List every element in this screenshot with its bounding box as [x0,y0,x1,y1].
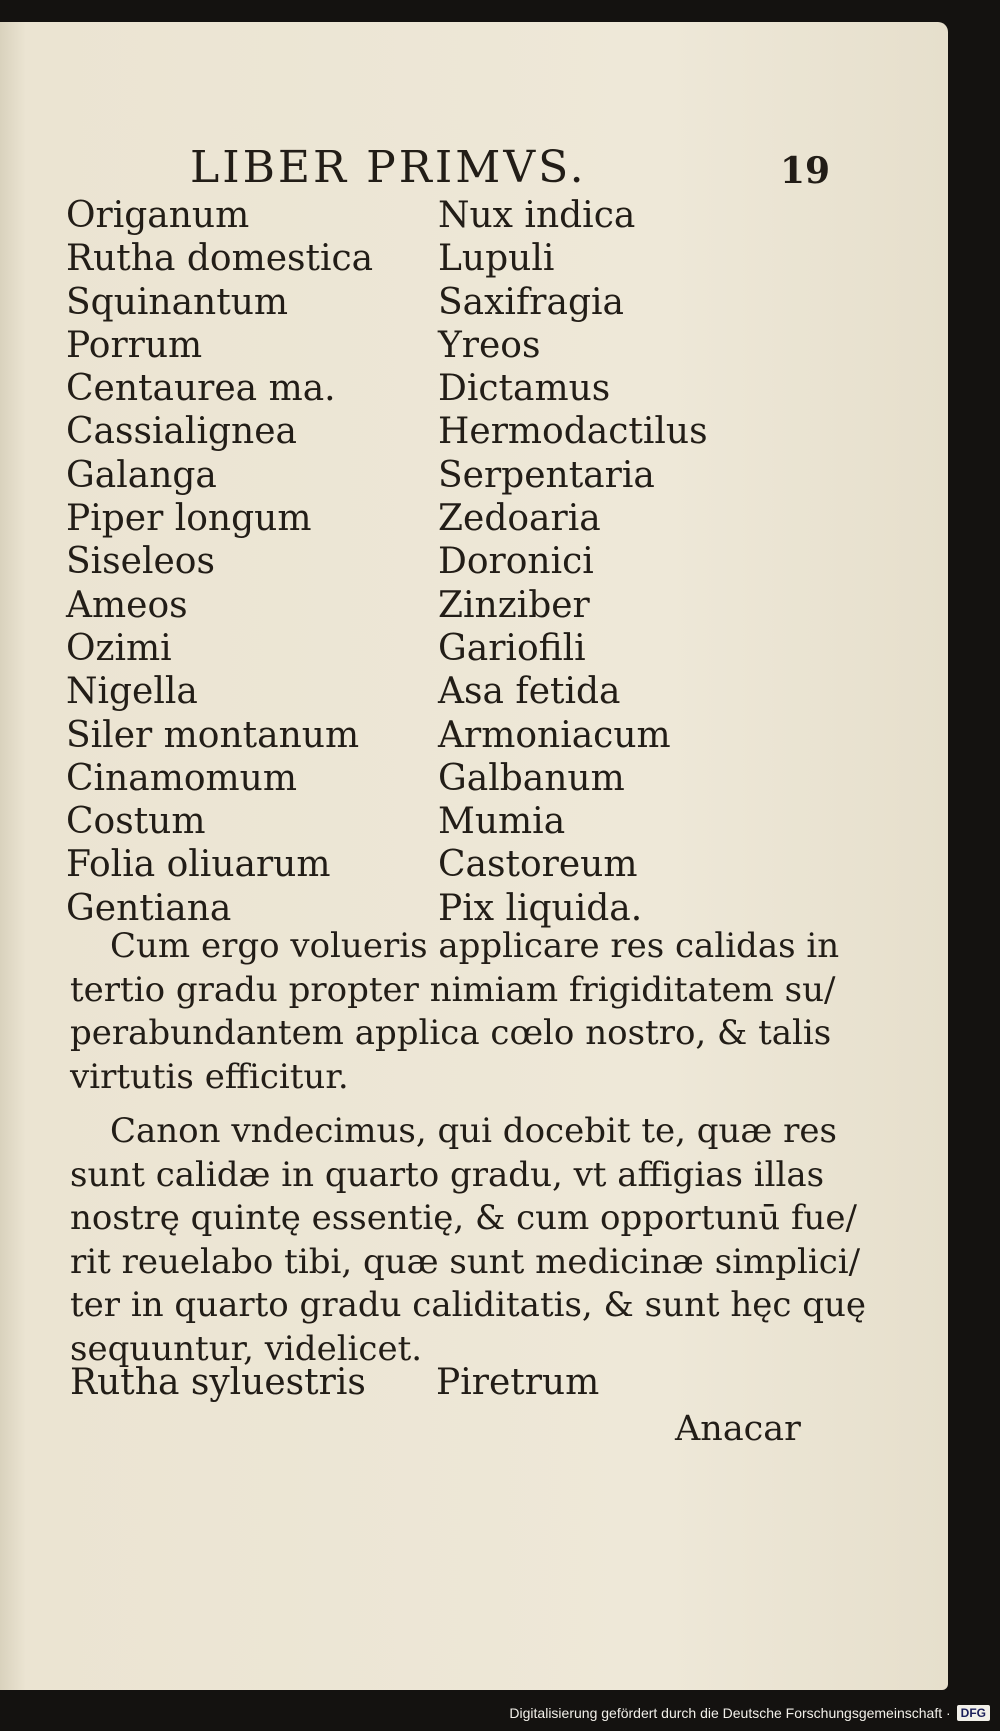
text-line: sequuntur, videlicet. [70,1328,423,1369]
list-item: Siler montanum [66,714,360,756]
text-line: Cum ergo volueris applicare res calidas in [110,926,840,966]
list-item: Folia oliuarum [66,844,331,886]
list-item: Zinziber [438,584,590,626]
ingredient-list-right [438,194,858,930]
list-item: Centaurea ma. [66,368,336,410]
list-item: Ameos [66,584,188,626]
text-line: Canon vndecimus, qui docebit te, quæ res [110,1111,837,1151]
list-item: Gentiana [66,887,232,929]
text-line: ter in quarto gradu caliditatis, & sunt hęc quę [70,1285,866,1325]
list-item: Galbanum [438,757,625,799]
list-item: Serpentaria [438,454,655,496]
list-item: Doronici [438,541,594,583]
list-item: Rutha domestica [66,238,374,280]
text-line: tertio gradu propter nimiam frigiditatem su/ [70,969,836,1010]
list-item: Castoreum [438,844,638,886]
text-line: rit reuelabo tibi, quæ sunt medicinæ simplici/ [70,1241,861,1282]
list-item: Piretrum [436,1362,600,1403]
list-item: Hermodactilus [438,411,708,453]
page-number: 19 [780,150,831,192]
list-item: Lupuli [438,238,555,280]
list-item: Yreos [438,324,541,366]
list-item: Dictamus [438,368,611,410]
dfg-logo-icon: DFG [957,1705,990,1721]
text-line: nostrę quintę essentię, & cum opportunū fue/ [70,1198,857,1238]
list-item: Nux indica [438,195,636,236]
book-page [0,22,948,1690]
list-item: Galanga [66,454,217,496]
list-item: Ozimi [66,627,172,669]
list-item: Squinantum [66,281,289,323]
list-item: Porrum [66,324,203,366]
list-item: Cassialignea [66,411,297,453]
credit-text: Digitalisierung gefördert durch die Deutsche Forschungsgemeinschaft · [509,1705,951,1721]
catchword: Anacar [675,1409,801,1449]
paragraph-calidas-tertio [70,925,840,1099]
list-item: Armoniacum [438,714,671,756]
list-item: Mumia [438,801,566,843]
list-item: Asa fetida [438,671,621,713]
list-item: Zedoaria [438,498,601,540]
list-item: Origanum [66,195,250,236]
text-line: sunt calidæ in quarto gradu, vt affigias illas [70,1154,825,1195]
running-header [190,142,910,198]
list-item: Saxifragia [438,281,624,323]
list-item: Cinamomum [66,757,297,799]
text-line: perabundantem applica cœlo nostro, & talis [70,1013,832,1053]
list-item: Rutha syluestris [70,1362,366,1403]
digitization-credit [509,1700,990,1726]
paragraph-canon-vndecimus [70,1110,866,1371]
running-title: LIBER PRIMVS. [190,142,587,193]
text-line: virtutis efficitur. [70,1056,349,1097]
list-item: Piper longum [66,498,312,540]
list-item: Pix liquida. [438,887,643,929]
ingredient-list-left [66,194,426,930]
list-item: Siseleos [66,541,215,583]
list-item: Nigella [66,671,198,713]
list-item: Costum [66,801,206,843]
list-item: Gariofili [438,627,586,669]
